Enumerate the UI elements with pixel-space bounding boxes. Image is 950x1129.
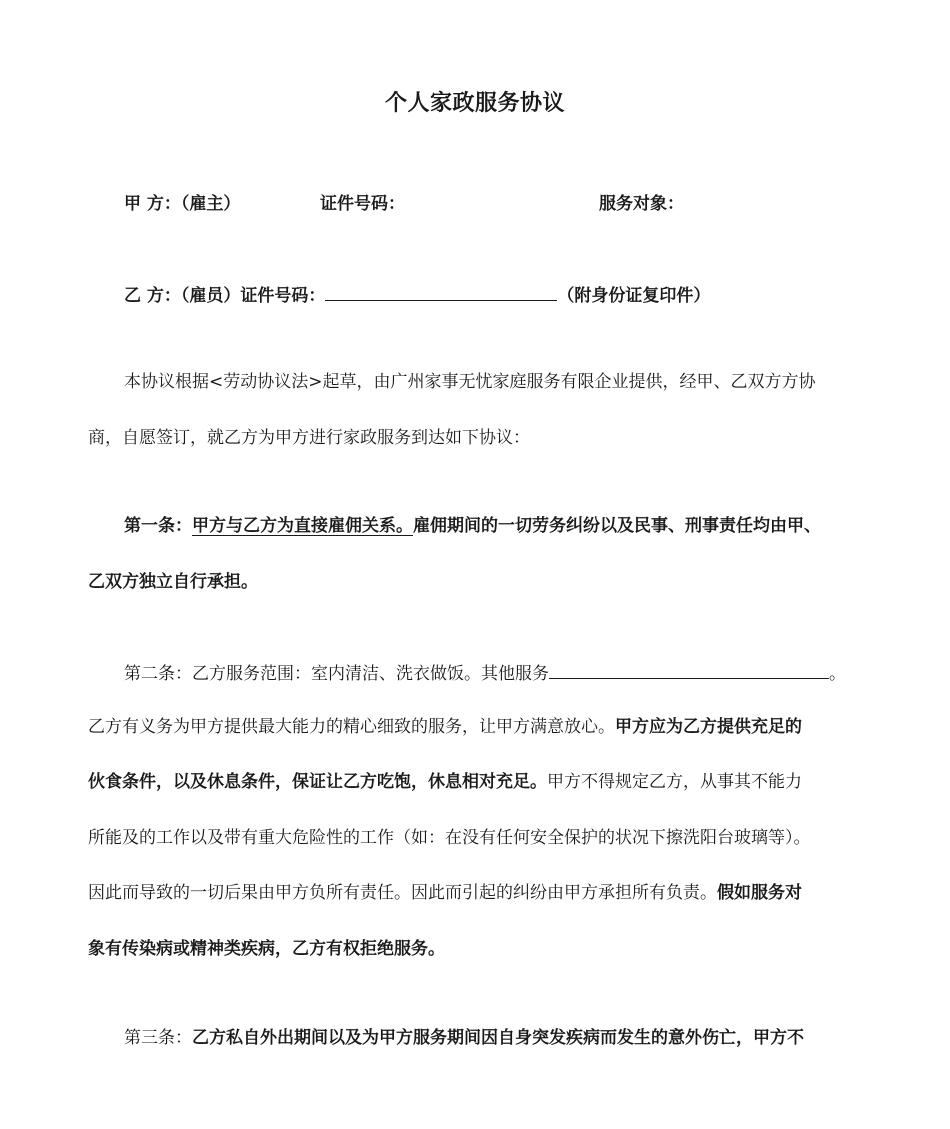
article-2-line-5	[88, 881, 888, 905]
article-2-line-6: 象有传染病或精神类疾病，乙方有权拒绝服务。	[88, 939, 445, 959]
party-b-id-blank[interactable]	[325, 282, 557, 301]
article-3-line-1	[124, 1026, 924, 1050]
article-2-line-2-bold: 甲方应为乙方提供充足的	[615, 717, 802, 737]
article-2-line-3-normal: 甲方不得规定乙方，从事其不能力	[547, 772, 802, 792]
article-2-line-3-bold: 伙食条件，以及休息条件，保证让乙方吃饱，休息相对充足。	[88, 772, 547, 792]
article-2-label: 第二条：	[124, 664, 192, 684]
article-2-line-2	[88, 715, 888, 739]
party-a-label: 甲 方：（雇主）	[124, 194, 241, 214]
article-3-label: 第三条：	[124, 1028, 192, 1048]
article-1-rest: 雇佣期间的一切劳务纠纷以及民事、刑事责任均由甲、	[413, 516, 821, 536]
party-a-row	[124, 192, 824, 216]
article-1-line-1	[124, 514, 924, 538]
article-2-line-5-normal: 因此而导致的一切后果由甲方负所有责任。因此而引起的纠纷由甲方承担所有负责。	[88, 883, 717, 903]
intro-line-2: 商，自愿签订，就乙方为甲方进行家政服务到达如下协议：	[88, 428, 530, 448]
page-title: 个人家政服务协议	[384, 91, 565, 116]
article-2-line-5-bold: 假如服务对	[717, 883, 802, 903]
article-2-scope: 乙方服务范围：室内清洁、洗衣做饭。其他服务	[192, 664, 549, 684]
article-2-line-2-normal: 乙方有义务为甲方提供最大能力的精心细致的服务，让甲方满意放心。	[88, 717, 615, 737]
article-1-label: 第一条：	[124, 516, 192, 536]
service-target-label: 服务对象：	[599, 194, 684, 214]
party-a-id-label: 证件号码：	[320, 194, 405, 214]
article-2-line-3	[88, 770, 888, 794]
party-b-label: 乙 方：（雇员）证件号码：	[124, 286, 326, 306]
article-2-line-1	[124, 660, 924, 686]
intro-line-1: 本协议根据<劳动协议法>起草，由广州家事无忧家庭服务有限企业提供，经甲、乙双方方协	[124, 372, 816, 392]
article-1-line-2: 乙双方独立自行承担。	[88, 572, 258, 592]
party-b-note: （附身份证复印件）	[557, 286, 711, 306]
article-2-line-4: 所能及的工作以及带有重大危险性的工作（如：在没有任何安全保护的状况下擦洗阳台玻璃等）。	[88, 828, 811, 848]
article-2-end-mark: 。	[829, 664, 846, 684]
article-3-text: 乙方私自外出期间以及为甲方服务期间因自身突发疾病而发生的意外伤亡，甲方不	[192, 1028, 804, 1048]
article-1-underlined: 甲方与乙方为直接雇佣关系。	[192, 516, 413, 536]
other-services-blank[interactable]	[549, 660, 829, 679]
party-b-row	[124, 282, 924, 308]
